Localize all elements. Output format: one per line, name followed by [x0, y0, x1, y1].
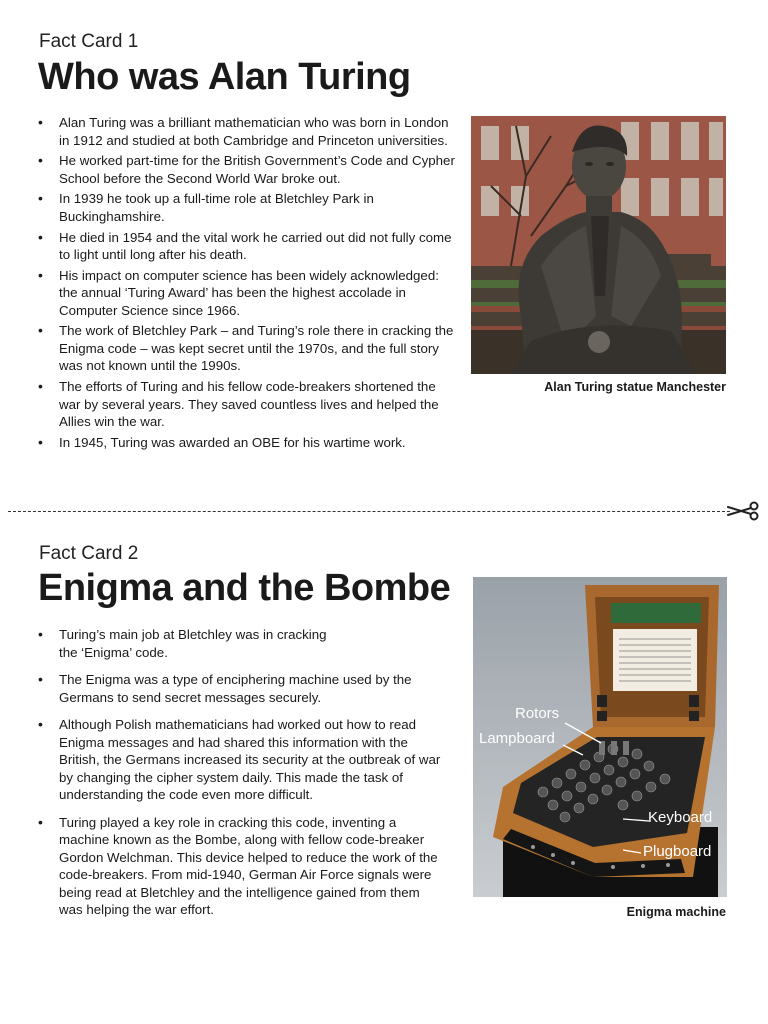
enigma-machine-photo [473, 577, 727, 897]
fact-card-1 [0, 0, 768, 500]
plugboard-label: Plugboard [643, 843, 712, 860]
fact-item: • Turing’s main job at Bletchley was in cracking the ‘Enigma’ code. [36, 626, 334, 661]
cut-line [8, 511, 730, 512]
fact-item: • He died in 1954 and the vital work he carried out did not fully come to light until long after his death. [36, 229, 456, 264]
fact-item: • His impact on computer science has been widely acknowledged: the annual ‘Turing Award’ has been the highest accolade in Computer Science since 1966. [36, 267, 456, 320]
fact-card-2 [0, 520, 768, 1024]
card-label: Fact Card 1 [39, 31, 139, 52]
image-caption: Alan Turing statue Manchester [544, 380, 726, 394]
fact-item: • The work of Bletchley Park – and Turing’s role there in cracking the Enigma code – was kept secret until the 1970s, and the full story was not known until the 1990s. [36, 322, 456, 375]
image-caption: Enigma machine [626, 905, 726, 919]
turing-statue-photo [471, 116, 726, 374]
fact-item: • He worked part-time for the British Government’s Code and Cypher School before the Second World War broke out. [36, 152, 456, 187]
keyboard-label: Keyboard [648, 809, 713, 826]
fact-list [36, 114, 456, 455]
fact-item: • Alan Turing was a brilliant mathematician who was born in London in 1912 and studied at both Cambridge and Princeton universities. [36, 114, 456, 149]
fact-item: • The efforts of Turing and his fellow code-breakers shortened the war by several years. They saved countless lives and helped the Allies win the war. [36, 378, 456, 431]
fact-item: • In 1945, Turing was awarded an OBE for his wartime work. [36, 434, 456, 452]
fact-list [36, 626, 446, 929]
fact-item: • The Enigma was a type of enciphering machine used by the Germans to send secret messages securely. [36, 671, 446, 706]
fact-item: • Turing played a key role in cracking this code, inventing a machine known as the Bombe, along with fellow code-breaker Gordon Welchman. This device helped to reduce the work of the code-breakers. From mid-1940, German Air Force signals were being read at Bletchley and the intelligence gained from them was helping the war effort. [36, 814, 446, 919]
rotors-label: Rotors [515, 705, 560, 722]
card-title: Who was Alan Turing [38, 56, 411, 98]
fact-item: • In 1939 he took up a full-time role at Bletchley Park in Buckinghamshire. [36, 190, 456, 225]
fact-item: • Although Polish mathematicians had worked out how to read Enigma messages and had shared this information with the British, the Germans increased its security at the outbreak of war by changing the cipher system daily. This made the task of understanding the code even more difficult. [36, 716, 446, 804]
card-title: Enigma and the Bombe [38, 567, 451, 609]
card-label: Fact Card 2 [39, 543, 139, 564]
lampboard-label: Lampboard [479, 730, 555, 747]
